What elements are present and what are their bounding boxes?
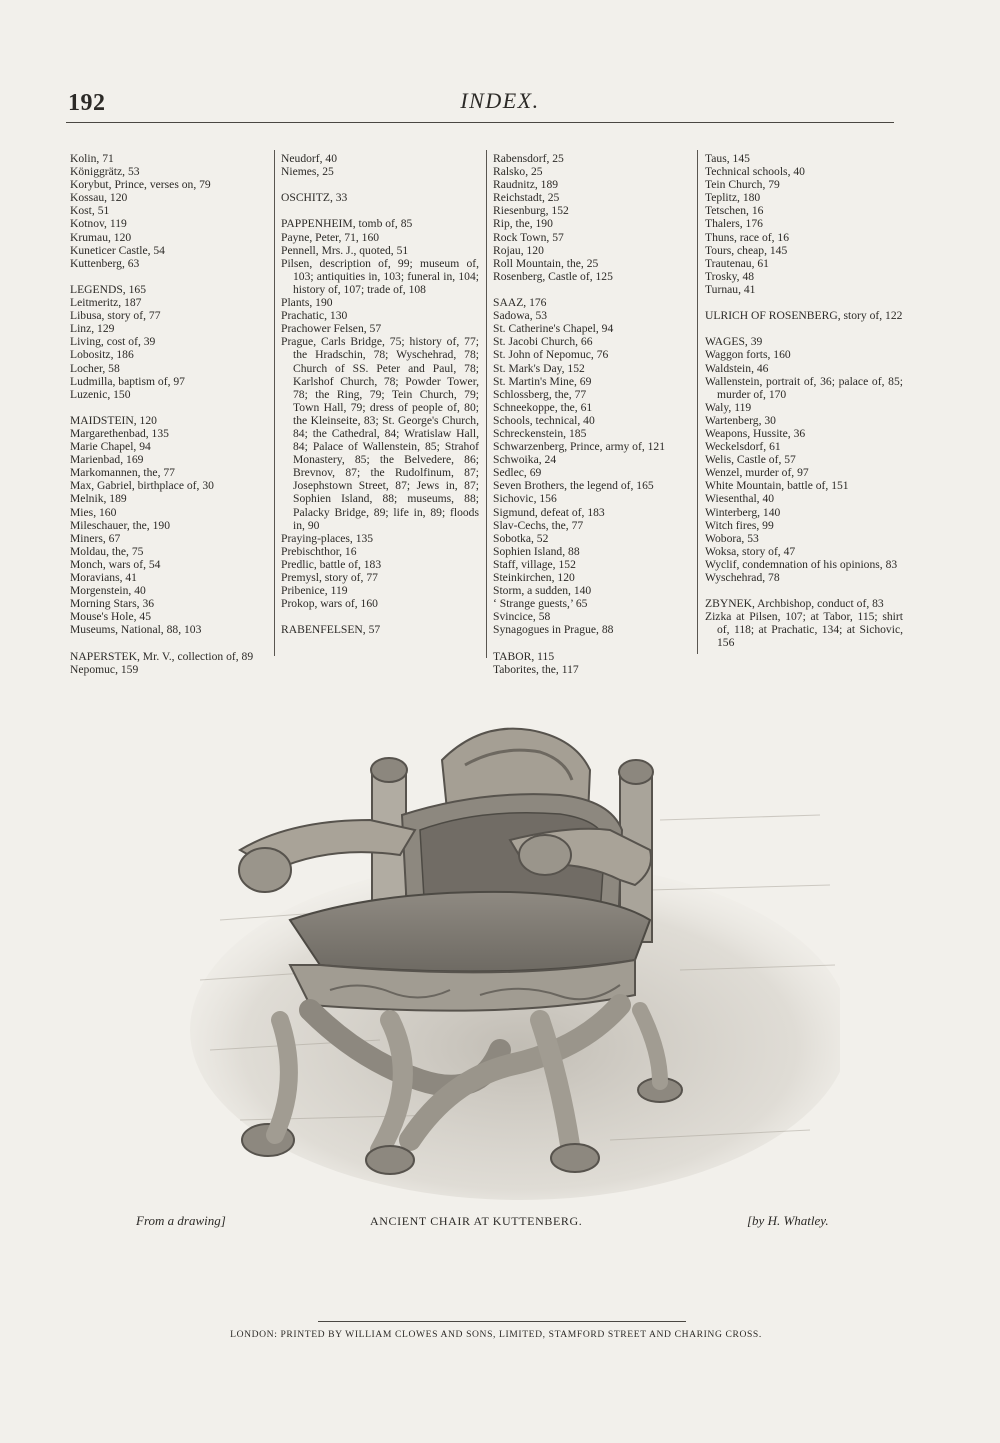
- index-entry: Taus, 145: [705, 152, 750, 165]
- index-letter-group: [70, 152, 270, 270]
- index-entry: Sadowa, 53: [493, 309, 548, 323]
- index-letter-group: [493, 650, 693, 676]
- index-entry: NAPERSTEK, Mr. V., collection of, 89: [70, 649, 254, 663]
- index-entry: Schwarzenberg, Prince, army of, 121: [493, 440, 666, 454]
- index-entry: Staff, village, 152: [493, 557, 576, 571]
- index-letter-group: [493, 296, 693, 636]
- index-entry: Lobositz, 186: [70, 348, 134, 362]
- index-entry: Prague, Carls Bridge, 75; history of, 77; the Hradschin, 78; Wyschehrad, 78; Church of SS. Peter and Paul, 78; Karlshof Church, 78; Powder Tower, 78; the Ring, 79; Tein Church, 79; Town Hall, 79; dress of people of, 80; the Kleinseite, 83; St. George's Church, 84; the Cathedral, 84; Wratislaw Hall, 84; Palace of Wallenstein, 85; Strahof Monastery, 85; the Belvedere, 86; Brevnov, 87; the Rudolfinum, 87; Josephstown Street, 87; Jews in, 87; Sophien Island, 88; museums, 88; Palacky Bridge, 89; life in, 89; floods in, 90: [281, 335, 479, 532]
- index-entry: Kuttenberg, 63: [70, 256, 140, 270]
- index-entry: St. Jacobi Church, 66: [493, 335, 593, 349]
- index-entry: Kolin, 71: [70, 152, 114, 165]
- index-entry: Waly, 119: [705, 400, 752, 414]
- index-entry: Markomannen, the, 77: [70, 466, 175, 480]
- index-entry: Synagogues in Prague, 88: [493, 623, 614, 637]
- index-entry: Teplitz, 180: [705, 191, 761, 205]
- index-entry: Libusa, story of, 77: [70, 309, 161, 323]
- index-entry: Storm, a sudden, 140: [493, 584, 592, 598]
- index-entry: Nepomuc, 159: [70, 662, 139, 676]
- index-entry: Svincice, 58: [493, 610, 551, 624]
- index-entry: Schwoika, 24: [493, 453, 557, 467]
- header-rule: [66, 122, 894, 123]
- index-entry: Wobora, 53: [705, 531, 759, 545]
- figure-credit-artist: [by H. Whatley.: [747, 1213, 829, 1228]
- index-entry: Monch, wars of, 54: [70, 557, 161, 571]
- index-entry: Woksa, story of, 47: [705, 544, 796, 558]
- index-letter-group: [70, 283, 270, 401]
- index-entry: Wartenberg, 30: [705, 413, 776, 427]
- index-entry: Moravians, 41: [70, 571, 137, 584]
- index-entry: Rosenberg, Castle of, 125: [493, 269, 613, 283]
- index-letter-group: [705, 152, 903, 296]
- index-entry: St. Martin's Mine, 69: [493, 374, 592, 388]
- index-entry: White Mountain, battle of, 151: [705, 479, 849, 493]
- index-entry: Premysl, story of, 77: [281, 571, 378, 584]
- index-entry: Zizka at Pilsen, 107; at Tabor, 115; shirt of, 118; at Prachatic, 134; at Sichovic, 156: [705, 610, 903, 650]
- index-entry: Sobotka, 52: [493, 531, 549, 545]
- index-entry: Schreckenstein, 185: [493, 426, 587, 440]
- index-entry: St. Catherine's Chapel, 94: [493, 322, 614, 336]
- column-divider: [274, 150, 275, 656]
- index-entry: Linz, 129: [70, 322, 115, 336]
- index-letter-group: [705, 597, 903, 649]
- index-entry: Kossau, 120: [70, 191, 128, 205]
- page-number: 192: [68, 90, 106, 116]
- index-entry: Thalers, 176: [705, 217, 763, 231]
- index-entry: PAPPENHEIM, tomb of, 85: [281, 217, 413, 231]
- index-entry: Weapons, Hussite, 36: [705, 426, 806, 440]
- index-entry: Mies, 160: [70, 505, 117, 519]
- index-letter-group: [70, 650, 270, 676]
- index-entry: Prachower Felsen, 57: [281, 322, 382, 336]
- index-entry: Max, Gabriel, birthplace of, 30: [70, 479, 214, 493]
- index-entry: Pilsen, description of, 99; museum of, 103; antiquities in, 103; funeral in, 104; history of, 107; trade of, 108: [281, 256, 479, 296]
- index-entry: Rock Town, 57: [493, 230, 564, 244]
- index-entry: Raudnitz, 189: [493, 178, 559, 192]
- chair-illustration: [180, 720, 840, 1200]
- index-entry: Morgenstein, 40: [70, 584, 146, 598]
- index-entry: MAIDSTEIN, 120: [70, 413, 157, 427]
- index-entry: Pribenice, 119: [281, 584, 348, 598]
- index-entry: Rojau, 120: [493, 243, 544, 257]
- index-entry: Prokop, wars of, 160: [281, 597, 378, 611]
- index-entry: Technical schools, 40: [705, 165, 805, 179]
- index-entry: Wiesenthal, 40: [705, 492, 775, 506]
- index-letter-group: [281, 217, 479, 610]
- index-entry: Prachatic, 130: [281, 309, 348, 323]
- index-entry: Wallenstein, portrait of, 36; palace of, 85; murder of, 170: [705, 374, 903, 401]
- index-entry: ‘ Strange guests,’ 65: [493, 597, 588, 611]
- index-entry: Wyclif, condemnation of his opinions, 83: [705, 557, 898, 571]
- index-entry: LEGENDS, 165: [70, 282, 146, 296]
- index-entry: Prebischthor, 16: [281, 544, 357, 558]
- index-entry: ULRICH OF ROSENBERG, story of, 122: [705, 309, 903, 323]
- footer-rule: [318, 1321, 686, 1322]
- index-entry: Morning Stars, 36: [70, 597, 155, 611]
- index-entry: SAAZ, 176: [493, 296, 547, 310]
- index-entry: Sigmund, defeat of, 183: [493, 505, 605, 519]
- index-entry: Pennell, Mrs. J., quoted, 51: [281, 243, 409, 257]
- index-entry: Sophien Island, 88: [493, 544, 580, 558]
- index-entry: Sichovic, 156: [493, 492, 557, 506]
- index-entry: Slav-Cechs, the, 77: [493, 518, 584, 532]
- index-entry: Marie Chapel, 94: [70, 440, 151, 454]
- index-entry: Rabensdorf, 25: [493, 152, 564, 165]
- index-entry: Museums, National, 88, 103: [70, 623, 202, 637]
- index-entry: Taborites, the, 117: [493, 662, 579, 676]
- column-divider: [486, 150, 487, 658]
- printer-imprint: LONDON: PRINTED BY WILLIAM CLOWES AND SONS, LIMITED, STAMFORD STREET AND CHARING CROSS.: [230, 1329, 762, 1340]
- index-letter-group: [281, 623, 479, 636]
- index-entry: Mouse's Hole, 45: [70, 610, 151, 624]
- index-entry: Kotnov, 119: [70, 217, 127, 231]
- index-entry: Praying-places, 135: [281, 531, 374, 545]
- index-entry: Moldau, the, 75: [70, 544, 144, 558]
- index-entry: Margarethenbad, 135: [70, 426, 169, 440]
- index-entry: Niemes, 25: [281, 165, 334, 179]
- index-letter-group: [281, 152, 479, 178]
- index-entry: Payne, Peter, 71, 160: [281, 230, 380, 244]
- index-entry: Trosky, 48: [705, 269, 755, 283]
- index-entry: Wyschehrad, 78: [705, 571, 780, 584]
- index-entry: Waggon forts, 160: [705, 348, 791, 362]
- index-entry: Schools, technical, 40: [493, 413, 595, 427]
- index-letter-group: [493, 152, 693, 283]
- index-entry: Witch fires, 99: [705, 518, 774, 532]
- index-entry: Locher, 58: [70, 361, 120, 375]
- index-entry: Schlossberg, the, 77: [493, 387, 587, 401]
- index-column-4: [705, 152, 903, 663]
- index-entry: Neudorf, 40: [281, 152, 338, 165]
- figure-caption: ANCIENT CHAIR AT KUTTENBERG.: [370, 1214, 583, 1228]
- index-entry: Seven Brothers, the legend of, 165: [493, 479, 654, 493]
- index-entry: Tein Church, 79: [705, 178, 780, 192]
- index-entry: Reichstadt, 25: [493, 191, 560, 205]
- running-head: INDEX.: [460, 88, 540, 113]
- index-entry: Welis, Castle of, 57: [705, 453, 796, 467]
- index-entry: Thuns, race of, 16: [705, 230, 790, 244]
- index-entry: Ralsko, 25: [493, 165, 543, 179]
- index-letter-group: [705, 335, 903, 584]
- index-entry: Rip, the, 190: [493, 217, 553, 231]
- index-entry: Schneekoppe, the, 61: [493, 400, 593, 414]
- index-entry: Königgrätz, 53: [70, 165, 140, 179]
- index-column-3: [493, 152, 693, 689]
- index-entry: WAGES, 39: [705, 335, 763, 349]
- index-column-1: [70, 152, 270, 689]
- index-entry: RABENFELSEN, 57: [281, 623, 381, 637]
- index-entry: Kost, 51: [70, 204, 110, 218]
- index-entry: Trautenau, 61: [705, 256, 769, 270]
- index-entry: Miners, 67: [70, 531, 121, 545]
- index-entry: Riesenburg, 152: [493, 204, 569, 218]
- index-entry: Kuneticer Castle, 54: [70, 243, 165, 257]
- index-entry: Leitmeritz, 187: [70, 296, 142, 310]
- index-entry: Predlic, battle of, 183: [281, 557, 382, 571]
- index-entry: Living, cost of, 39: [70, 335, 156, 349]
- index-entry: Steinkirchen, 120: [493, 571, 575, 584]
- figure-credit-source: From a drawing]: [136, 1213, 226, 1228]
- index-entry: Ludmilla, baptism of, 97: [70, 374, 185, 388]
- index-column-2: [281, 152, 479, 650]
- index-entry: Waldstein, 46: [705, 361, 769, 375]
- index-entry: Krumau, 120: [70, 230, 132, 244]
- index-entry: Melnik, 189: [70, 492, 127, 506]
- index-entry: ZBYNEK, Archbishop, conduct of, 83: [705, 597, 884, 611]
- index-entry: Sedlec, 69: [493, 466, 542, 480]
- index-entry: St. Mark's Day, 152: [493, 361, 585, 375]
- index-entry: Luzenic, 150: [70, 387, 131, 401]
- index-entry: Tetschen, 16: [705, 204, 764, 218]
- index-entry: OSCHITZ, 33: [281, 191, 348, 205]
- index-entry: Weckelsdorf, 61: [705, 440, 781, 454]
- index-entry: St. John of Nepomuc, 76: [493, 348, 609, 362]
- index-entry: Korybut, Prince, verses on, 79: [70, 178, 211, 192]
- index-entry: Roll Mountain, the, 25: [493, 256, 599, 270]
- index-letter-group: [705, 309, 903, 322]
- index-letter-group: [70, 414, 270, 637]
- index-entry: Tours, cheap, 145: [705, 243, 788, 257]
- index-letter-group: [281, 191, 479, 204]
- index-entry: Winterberg, 140: [705, 505, 781, 519]
- index-entry: Marienbad, 169: [70, 453, 144, 467]
- index-entry: TABOR, 115: [493, 649, 555, 663]
- index-entry: Plants, 190: [281, 296, 333, 310]
- index-entry: Mileschauer, the, 190: [70, 518, 170, 532]
- index-entry: Turnau, 41: [705, 282, 756, 296]
- column-divider: [697, 150, 698, 654]
- index-entry: Wenzel, murder of, 97: [705, 466, 809, 480]
